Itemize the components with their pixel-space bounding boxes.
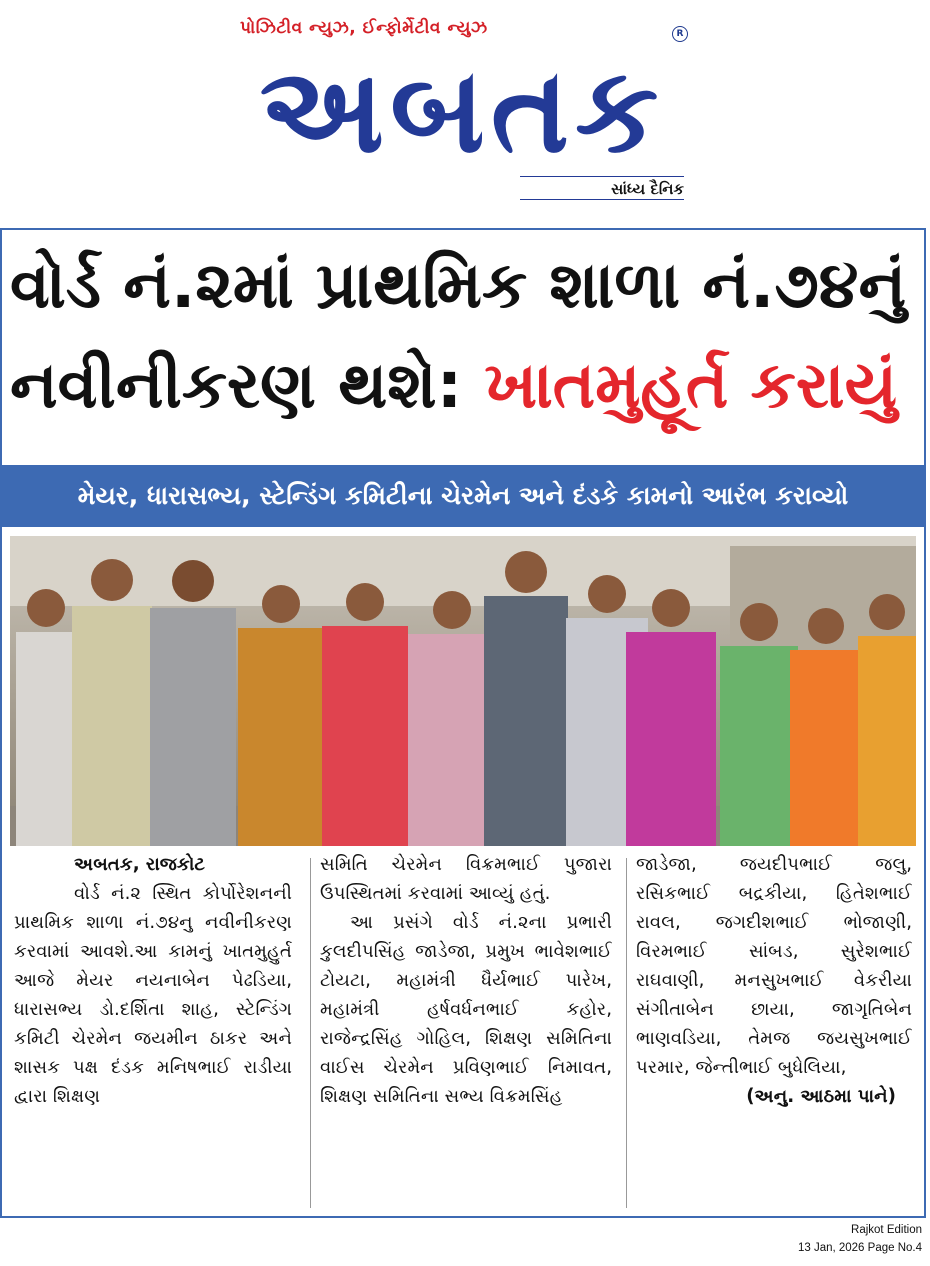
edition-name: Rajkot Edition bbox=[851, 1224, 922, 1236]
continued-on-page: (અનુ. આઠમા પાને) bbox=[746, 1086, 896, 1107]
article-column-1 bbox=[14, 850, 292, 1210]
masthead-underline bbox=[520, 199, 684, 200]
column-divider-2 bbox=[626, 858, 627, 1208]
edition-info bbox=[798, 1221, 922, 1257]
article-column-3 bbox=[636, 850, 912, 1210]
headline-line-2-black: નવીનીકરણ થશે: bbox=[10, 349, 463, 423]
headline-line-2 bbox=[10, 336, 916, 436]
headline-line-1: વોર્ડ નં.૨માં પ્રાથમિક શાળા નં.૭૪નું bbox=[10, 249, 907, 323]
subheadline-band: મેયર, ધારાસભ્ય, સ્ટેન્ડિંગ કમિટીના ચેરમેન અને દંડકે કામનો આરંભ કરાવ્યો bbox=[0, 465, 926, 527]
column-2-paragraph-2: આ પ્રસંગે વોર્ડ નં.૨ના પ્રભારી કુલદીપસિંહ જાડેજા, પ્રમુખ ભાવેશભાઈ ટોયટા, મહામંત્રી ધૈર્યભાઈ પારેખ, મહામંત્રી હર્ષવર્ધનભાઈ કહોર, રાજેન્દ્રસિંહ ગોહિલ, શિક્ષણ સમિતિના વાઈસ ચેરમેન પ્રવિણભાઈ નિમાવત, શિક્ષણ સમિતિના સભ્ય વિક્રમસિંહ bbox=[320, 912, 612, 1107]
article-headline bbox=[10, 236, 916, 456]
newspaper-logo: અબતક bbox=[259, 41, 665, 179]
column-2-paragraph-1: સમિતિ ચેરમેન વિક્રમભાઈ પુજારા ઉપસ્થિતમાં કરવામાં આવ્યું હતું. bbox=[320, 854, 612, 904]
column-1-text: વોર્ડ નં.૨ સ્થિત કોર્પોરેશનની પ્રાથમિક શાળા નં.૭૪નુ નવીનીકરણ કરવામાં આવશે.આ કામનું ખાતમુહુર્ત આજે મેયર નયનાબેન પેઢડિયા, ધારાસભ્ય ડો.દર્શિતા શાહ, સ્ટેન્ડિંગ કમિટી ચેરમેન જયમીન ઠાકર અને શાસક પક્ષ દંડક મનિષભાઈ રાડીયા દ્વારા શિક્ષણ bbox=[14, 883, 292, 1107]
headline-line-2-red: ખાતમુહૂર્ત કરાયું bbox=[484, 349, 898, 423]
masthead-subtitle: સાંધ્ય દૈનિક bbox=[520, 176, 684, 201]
article-dateline: અબતક, રાજકોટ bbox=[74, 854, 205, 875]
column-3-text: જાડેજા, જયદીપભાઈ જલુ, રસિકભાઈ બદ્રકીયા, હિતેશભાઈ રાવલ, જગદીશભાઈ ભોજાણી, વિરમભાઈ સાંબડ, સુરેશભાઈ રાઘવાણી, મનસુખભાઈ વેકરીયા સંગીતાબેન છાયા, જાગૃતિબેન ભાણવડિયા, તેમજ જયસુખભાઈ પરમાર, જેન્તીભાઈ બુધેલિયા, bbox=[636, 854, 912, 1078]
group-photo-illustration bbox=[10, 536, 916, 846]
registered-mark-icon: R bbox=[672, 26, 688, 42]
masthead-tagline: પોઝિટીવ ન્યુઝ, ઈન્ફોર્મેટીવ ન્યુઝ bbox=[240, 18, 488, 38]
column-divider-1 bbox=[310, 858, 311, 1208]
edition-date-page: 13 Jan, 2026 Page No.4 bbox=[797, 1242, 922, 1254]
article-column-2 bbox=[320, 850, 612, 1210]
group-photo bbox=[10, 536, 916, 846]
